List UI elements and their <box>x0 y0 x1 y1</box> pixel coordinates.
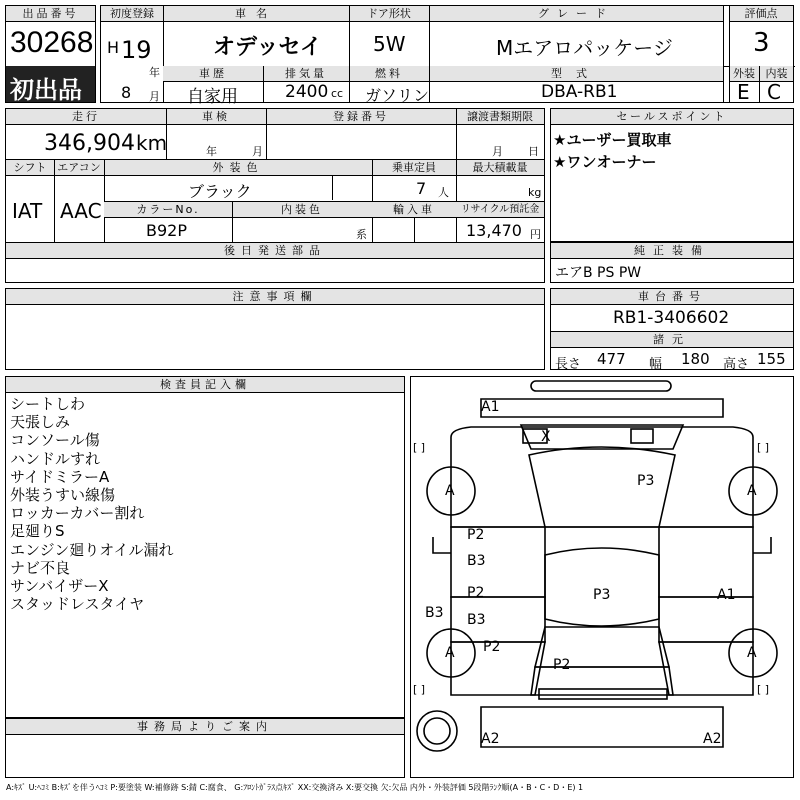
capacity: 7 <box>416 179 427 198</box>
inspector-item: ハンドルすれ <box>10 449 101 468</box>
notes <box>5 288 545 370</box>
sales-label: セールスポイント <box>551 109 793 125</box>
mark-door-fl-2: B3 <box>467 553 486 569</box>
first-listing-badge <box>6 66 95 102</box>
transfer-day: 日 <box>528 145 539 158</box>
int-label: 内装 <box>760 66 793 82</box>
mark-door-rl-1: P2 <box>467 585 485 601</box>
ac-label: エアコン <box>54 160 104 176</box>
mark-door-fl-1: P2 <box>467 527 485 543</box>
vehicle-name: オデッセイ <box>213 35 322 60</box>
height: 155 <box>757 350 786 368</box>
mark-roof: P3 <box>593 587 611 603</box>
inspector <box>5 376 405 718</box>
width-label: 幅 <box>649 357 663 372</box>
mark-tire-rl: A <box>445 645 455 661</box>
mark-windshield: X <box>541 429 551 445</box>
shift-label: シフト <box>6 160 54 176</box>
inspector-item: サイドミラーA <box>10 467 110 486</box>
mark-rocker-l: B3 <box>425 605 444 621</box>
inspector-item: コンソール傷 <box>10 431 100 450</box>
reg-label: 初度登録 <box>101 6 163 22</box>
height-label: 高さ <box>723 357 750 372</box>
ext-label: 外装 <box>729 66 759 82</box>
reg-year: 19 <box>121 36 152 64</box>
ac: AAC <box>60 199 102 223</box>
recycle-label: リサイクル預託金 <box>456 202 544 218</box>
details-grid <box>5 108 545 283</box>
notes-label: 注意事項欄 <box>6 289 544 305</box>
office-label: 事務局よりご案内 <box>6 719 404 735</box>
load-unit: kg <box>528 186 542 199</box>
model: DBA-RB1 <box>541 82 618 102</box>
shift: IAT <box>12 199 43 223</box>
sales-item-1: ★ユーザー買取車 <box>553 131 672 149</box>
mileage-unit: km <box>136 131 168 155</box>
grade: Mエアロパッケージ <box>496 36 673 60</box>
color: ブラック <box>188 182 252 201</box>
damage-diagram <box>410 376 794 778</box>
cap-label: 乗車定員 <box>372 160 456 176</box>
mark-tire-rr: A <box>747 645 757 661</box>
inspector-item: シートしわ <box>10 395 86 413</box>
door-type: 5W <box>373 32 406 56</box>
mark-tire-fl: A <box>445 483 455 499</box>
fuel: ガソリン <box>365 86 430 105</box>
recycle-unit: 円 <box>530 228 541 241</box>
mark-hood: P3 <box>637 473 655 489</box>
car-outline <box>411 377 793 777</box>
inspector-item: スタッドレスタイヤ <box>10 595 145 614</box>
import-label: 輸入車 <box>372 202 456 218</box>
equip-value: エアB PS PW <box>555 265 642 281</box>
mark-door-rl-2: B3 <box>467 612 486 628</box>
len-label: 長さ <box>555 357 582 372</box>
inspect-label: 車検 <box>166 109 266 125</box>
disp-unit: cc <box>331 87 344 100</box>
inspector-item: ナビ不良 <box>10 558 71 577</box>
reg-era: H <box>107 38 120 57</box>
inspect-month: 月 <box>252 145 263 158</box>
inspect-year: 年 <box>206 145 217 158</box>
mark-rear-r: A2 <box>703 731 722 747</box>
model-label: 型式 <box>429 66 723 82</box>
reg-month-unit: 月 <box>149 90 160 103</box>
mark-trunk: P2 <box>553 657 571 673</box>
reg-year-unit: 年 <box>149 66 160 79</box>
sales-item-2: ★ワンオーナー <box>553 153 657 171</box>
inspector-item: サンバイザーX <box>10 577 109 596</box>
equipment <box>550 242 794 283</box>
int-grade: C <box>767 80 781 104</box>
name-label: 車名 <box>163 6 349 22</box>
plate-label: 登録番号 <box>266 109 456 125</box>
mark-rear-l: A2 <box>481 731 500 747</box>
inspector-item: エンジン廻りオイル漏れ <box>10 540 174 559</box>
reg-month: 8 <box>121 83 132 102</box>
width: 180 <box>681 350 710 368</box>
disp-label: 排気量 <box>263 66 349 82</box>
cap-unit: 人 <box>438 186 449 199</box>
grade-label: グレード <box>429 6 723 22</box>
office-notice <box>5 718 405 778</box>
mileage-label: 走行 <box>6 109 166 125</box>
mark-front-bumper: A1 <box>481 399 500 415</box>
inspector-item: ロッカーカバー割れ <box>10 504 145 523</box>
score-label: 評価点 <box>729 6 793 22</box>
mark-tire-fr: A <box>747 483 757 499</box>
mark-door-rr: A1 <box>717 587 736 603</box>
inspector-item: 外装うすい線傷 <box>10 486 116 505</box>
color-label: 外装色 <box>104 160 372 176</box>
displacement: 2400 <box>285 82 329 102</box>
lot-number: 30268 <box>10 26 94 59</box>
bracket-fr: [ ] <box>757 441 770 454</box>
fuel-label: 燃料 <box>349 66 429 82</box>
int-color-unit: 系 <box>356 228 367 241</box>
bracket-rl: [ ] <box>413 683 426 696</box>
door-label: ドア形状 <box>349 6 429 22</box>
chassis-label: 車台番号 <box>551 289 793 305</box>
bracket-fl: [ ] <box>413 441 426 454</box>
len: 477 <box>597 350 626 368</box>
history-label: 車歴 <box>163 66 263 82</box>
inspector-item: 足廻りS <box>10 522 65 541</box>
header-grid <box>100 5 794 107</box>
lot-label: 出品番号 <box>6 6 95 22</box>
int-color-label: 内装色 <box>232 202 372 218</box>
history: 自家用 <box>187 87 238 107</box>
recycle: 13,470 <box>466 221 522 240</box>
load-label: 最大積載量 <box>456 160 544 176</box>
chassis <box>550 288 794 370</box>
inspector-list <box>10 395 174 613</box>
first-listing-text: 初出品 <box>10 76 82 104</box>
transfer-label: 譲渡書類期限 <box>456 109 544 125</box>
color-code: B92P <box>146 221 187 240</box>
later-label: 後日発送部品 <box>6 243 544 259</box>
legend: A:ｷｽﾞ U:ﾍｺﾐ B:ｷｽﾞを伴うﾍｺﾐ P:要塗装 W:補修跡 S:錆 C:腐食、 G:ﾌﾛﾝﾄｶﾞﾗｽ点ｷｽﾞ XX:交換済み X:要交換 欠:欠品 内外・外装評価 5段階ﾗﾝｸ順(A・B・C・D・E) 1 <box>6 783 584 792</box>
lot-box <box>5 5 96 103</box>
score: 3 <box>753 28 770 58</box>
inspector-label: 検査員記入欄 <box>6 377 404 393</box>
mark-quarter-l: P2 <box>483 639 501 655</box>
code-label: カラーNo. <box>104 202 232 218</box>
equip-label: 純正装備 <box>551 243 793 259</box>
dims-label: 諸元 <box>551 332 793 348</box>
ext-grade: E <box>737 80 750 104</box>
mileage: 346,904 <box>44 131 135 156</box>
inspector-item: 天張しみ <box>10 413 71 432</box>
bracket-rr: [ ] <box>757 683 770 696</box>
chassis-number: RB1-3406602 <box>613 308 730 328</box>
sales-point <box>550 108 794 242</box>
transfer-month: 月 <box>492 145 503 158</box>
